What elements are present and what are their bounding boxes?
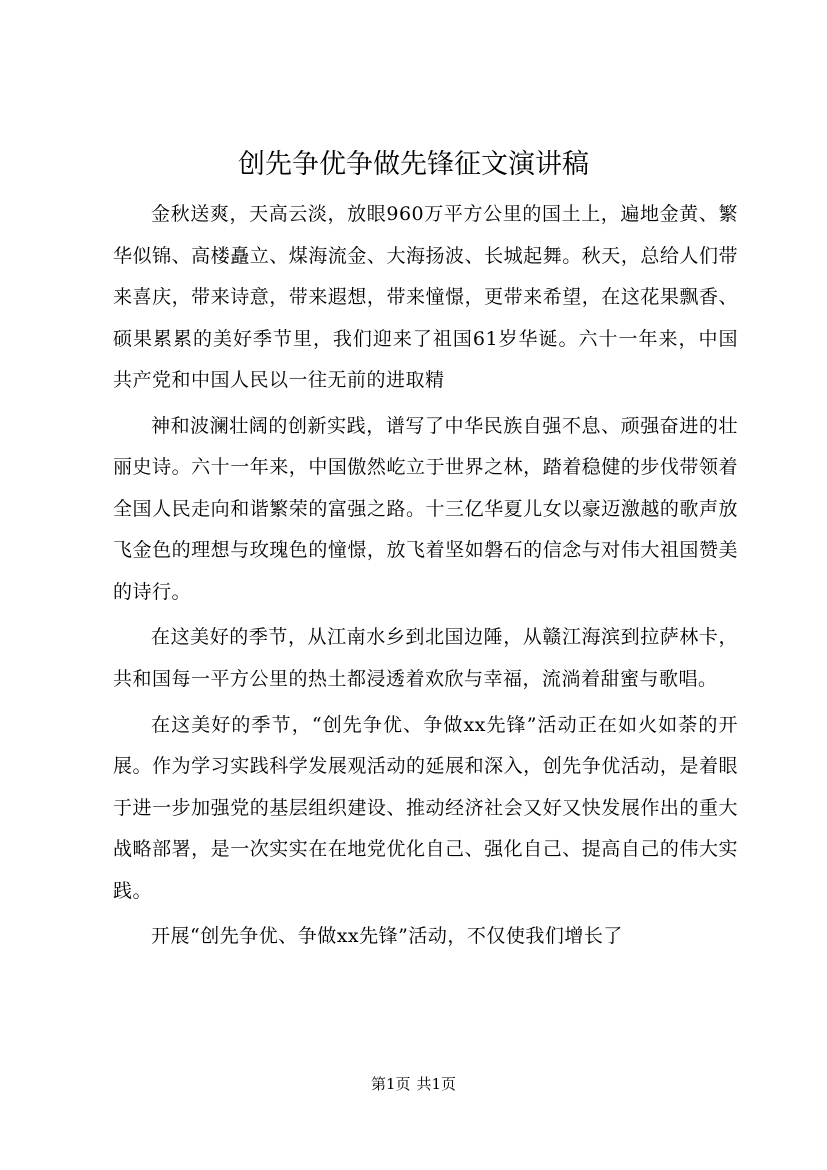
page-number: 第1页 [370, 1075, 411, 1093]
paragraph: 在这美好的季节，从江南水乡到北国边陲，从赣江海滨到拉萨林卡，共和国每一平方公里的热土都浸透着欢欣与幸福，流淌着甜蜜与歌唱。 [113, 626, 738, 690]
paragraph: 神和波澜壮阔的创新实践，谱写了中华民族自强不息、顽强奋进的壮丽史诗。六十一年来，中国傲然屹立于世界之林，踏着稳健的步伐带领着全国人民走向和谐繁荣的富强之路。十三亿华夏儿女以豪迈激越的歌声放飞金色的理想与玫瑰色的憧憬，放飞着坚如磐石的信念与对伟大祖国赞美的诗行。 [113, 414, 738, 603]
document-body [113, 194, 738, 962]
page-footer [0, 1074, 827, 1094]
paragraph: 开展“创先争优、争做xx先锋”活动，不仅使我们增长了 [151, 925, 623, 948]
paragraph: 在这美好的季节，“创先争优、争做xx先锋”活动正在如火如荼的开展。作为学习实践科学发展观活动的延展和深入，创先争优活动，是着眼于进一步加强党的基层组织建设、推动经济社会又好又快发展作出的重大战略部署，是一次实实在在地党优化自己、强化自己、提高自己的伟大实践。 [113, 713, 738, 902]
page-total: 共1页 [416, 1075, 457, 1093]
paragraph: 金秋送爽，天高云淡，放眼960万平方公里的国土上，遍地金黄、繁华似锦、高楼矗立、煤海流金、大海扬波、长城起舞。秋天，总给人们带来喜庆，带来诗意，带来遐想，带来憧憬，更带来希望，在这花果飘香、硕果累累的美好季节里，我们迎来了祖国61岁华诞。六十一年来，中国共产党和中国人民以一往无前的进取精 [113, 203, 738, 391]
page-title: 创先争优争做先锋征文演讲稿 [238, 149, 589, 180]
